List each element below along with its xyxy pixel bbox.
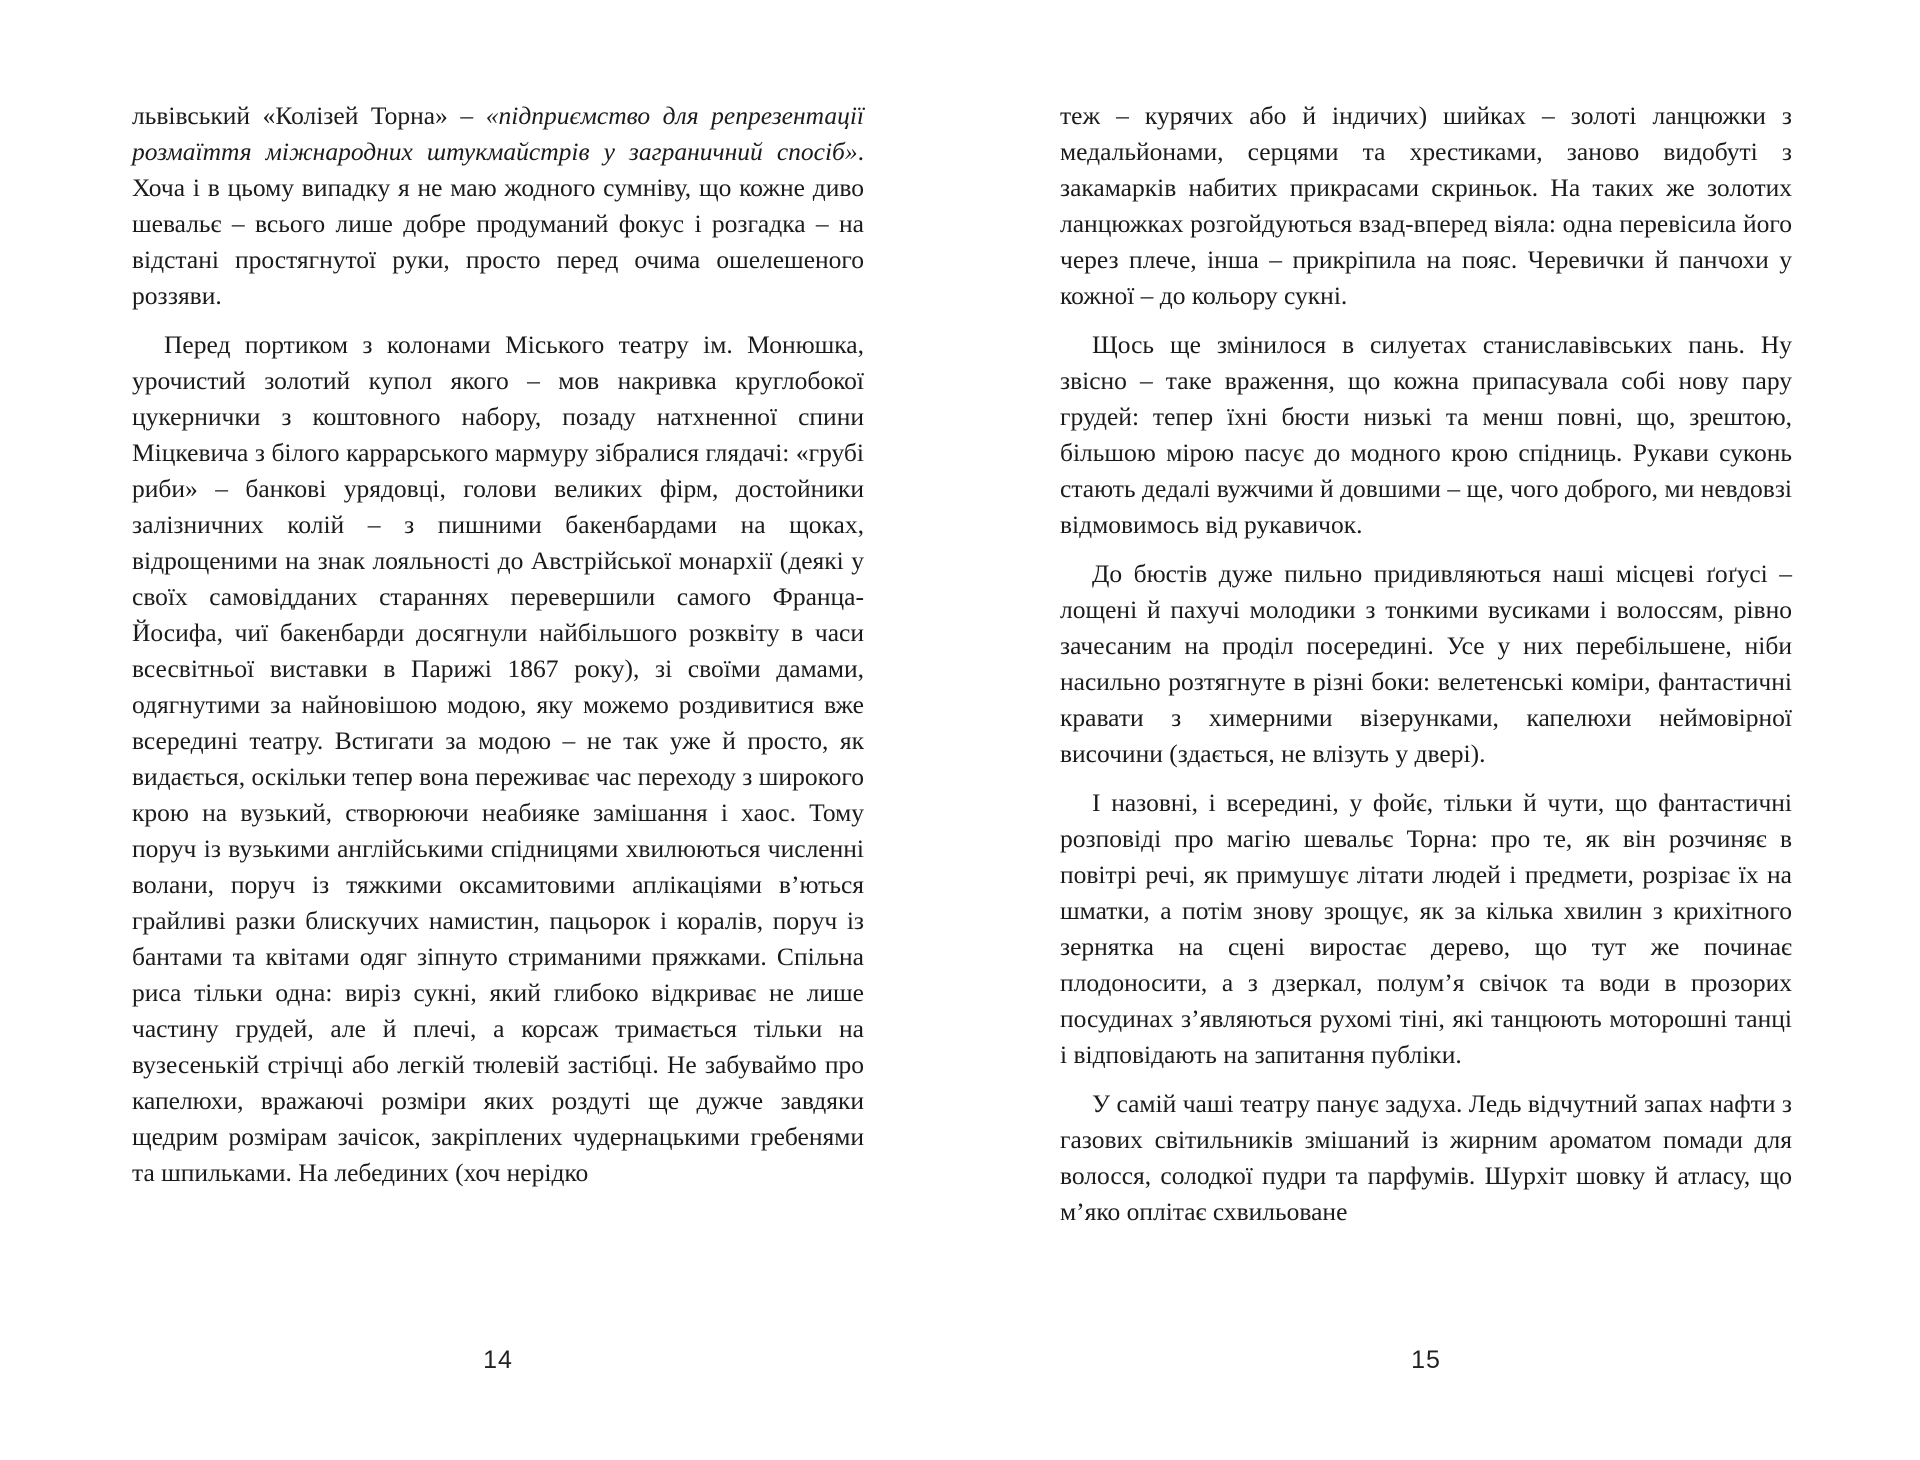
left-paragraph-1-start: львівський «Колізей Торна» – [132, 101, 486, 130]
right-paragraph-4: І назовні, і всередині, у фойє, тільки й чути, що фантастичні розповіді про магію шевальє Торна: про те, як він розчиняє в повітрі речі, як примушує літати людей і предмети, розрізає їх на шматки, а потім знову зрощує, як за кілька хвилин з крихітного зернятка на сцені виростає дерево, що тут же починає плодоносити, а з дзеркал, полум’я свічок та води в прозорих посудинах з’являються рухомі тіні, які танцюють моторошні танці і відповідають на запитання публіки. [1060, 788, 1792, 1069]
right-paragraph-1: теж – курячих або й індичих) шийках – золоті ланцюжки з медальйонами, серцями та хрестиками, заново видобуті з закамарків набитих прикрасами скриньок. На таких же золотих ланцюжках розгойдуються взад-вперед віяла: одна перевісила його через плече, інша – прикріпила на пояс. Черевички й панчохи у кожної – до кольору сукні. [1060, 101, 1792, 310]
left-page [132, 98, 864, 1418]
right-page-text [1060, 98, 1792, 1230]
page-number-left: 14 [483, 1346, 513, 1374]
left-paragraph-1-quote: «підприємство для репрезентації розмаїття міжнародних штукмайстрів у заграничний спосіб» [132, 101, 865, 166]
right-paragraph-3: До бюстів дуже пильно придивляються наші місцеві ґоґусі – лощені й пахучі молодики з тонкими вусиками і волоссям, рівно зачесаним на проділ посередині. Усе у них перебільшене, ніби насильно розтягнуте в різні боки: велетенські коміри, фантастичні кравати з химерними візерунками, капелюхи неймовірної височини (здається, не влізуть у двері). [1060, 559, 1792, 768]
right-paragraph-2: Щось ще змінилося в силуетах станиславівських пань. Ну звісно – таке враження, що кожна припасувала собі нову пару грудей: тепер їхні бюсти низькі та менш повні, що, зрештою, більшою мірою пасує до модного крою спідниць. Рукави суконь стають дедалі вужчими й довшими – ще, чого доброго, ми невдовзі відмовимось від рукавичок. [1060, 330, 1792, 539]
left-paragraph-2: Перед портиком з колонами Міського театру ім. Монюшка, урочистий золотий купол якого – мов накривка круглобокої цукернички з коштовного набору, позаду натхненної спини Міцкевича з білого каррарського мармуру зібралися глядачі: «грубі риби» – банкові урядовці, голови великих фірм, достойники залізничних колій – з пишними бакенбардами на щоках, відрощеними на знак лояльності до Австрійської монархії (деякі у своїх самовідданих стараннях перевершили самого Франца-Йосифа, чиї бакенбарди досягнули найбільшого розквіту в часи всесвітньої виставки в Парижі 1867 року), зі своїми дамами, одягнутими за найновішою модою, яку можемо роздивитися вже всередині театру. Встигати за модою – не так уже й просто, як видається, оскільки тепер вона переживає час переходу з широкого крою на вузький, створюючи неабияке замішання і хаос. Тому поруч із вузькими англійськими спідницями хвилюються численні волани, поруч із тяжкими оксамитовими аплікаціями в’ються грайливі разки блискучих намистин, пацьорок і коралів, поруч із бантами та квітами одяг зіпнуто стриманими пряжками. Спільна риса тільки одна: виріз сукні, який глибоко відкриває не лише частину грудей, але й плечі, а корсаж тримається тільки на вузесенькій стрічці або легкій тюлевій застібці. Не забуваймо про капелюхи, вражаючі розміри яких роздуті ще дужче завдяки щедрим розмірам зачісок, закріплених чудернацькими гребенями та шпильками. На лебединих (хоч нерідко [132, 330, 864, 1187]
right-paragraph-5: У самій чаші театру панує задуха. Ледь відчутний запах нафти з газових світильників змішаний із жирним ароматом помади для волосся, солодкої пудри та парфумів. Шурхіт шовку й атласу, що м’яко оплітає схвильоване [1060, 1089, 1792, 1226]
right-page [1060, 98, 1792, 1418]
left-page-text [132, 98, 864, 1191]
left-paragraph-1-end: . Хоча і в цьому випадку я не маю жодного сумніву, що кожне диво шевальє – всього лише добре продуманий фокус і розгадка – на відстані простягнутої руки, просто перед очима ошелешеного роззяви. [132, 137, 864, 310]
left-paragraph-1 [132, 98, 864, 314]
page-number-right: 15 [1411, 1346, 1441, 1374]
